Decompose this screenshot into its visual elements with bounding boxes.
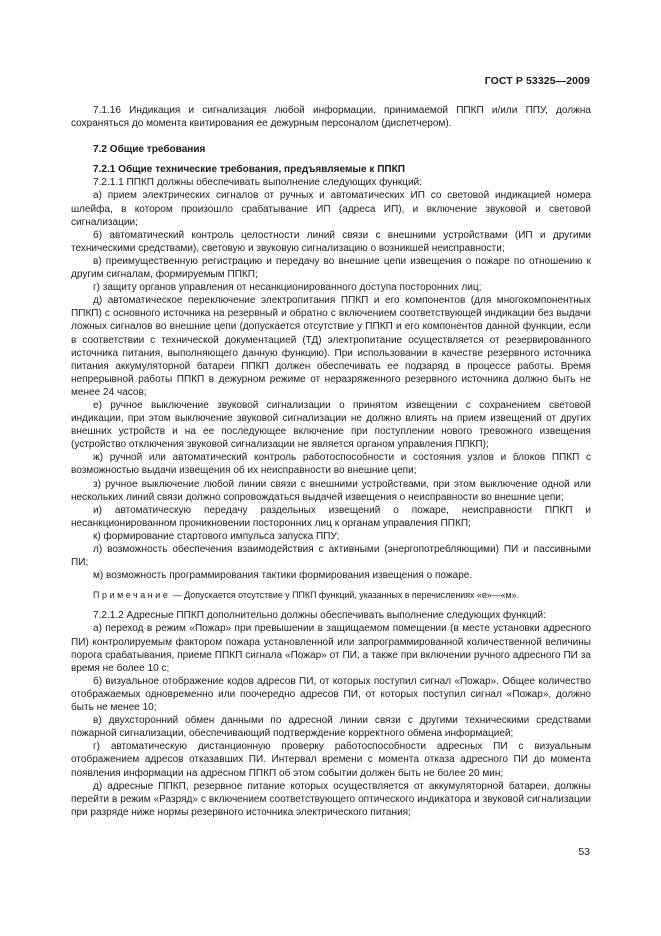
note-text: — Допускается отсутствие у ППКП функций, указанных в перечислениях «е»—«м». xyxy=(170,590,520,601)
subsection-heading-7-2-1: 7.2.1 Общие технические требования, предъявляемые к ППКП xyxy=(93,164,406,176)
list-item-z: з) ручное выключение любой линии связи с внешними устройствами, при этом выключение одной или нескольких линий связи должно сопровождаться выдачей извещения о неисправности во внешние цепи; xyxy=(71,478,591,503)
list-item-b: б) автоматический контроль целостности линий связи с внешними устройствами (ИП и другими техническими средствами), световую и звуковую сигнализацию о возникшей неисправности; xyxy=(71,229,591,254)
note xyxy=(71,589,591,602)
clause-7-2-1-1: 7.2.1.1 ППКП должны обеспечивать выполнение следующих функций: xyxy=(93,177,422,189)
list-item-l: л) возможность обеспечения взаимодействия с активными (энергопотребляющими) ПИ и пассивными ПИ; xyxy=(71,544,591,569)
list-item-k: к) формирование стартового импульса запуска ППУ; xyxy=(93,530,340,542)
section-heading-7-2: 7.2 Общие требования xyxy=(93,144,206,156)
address-item-b: б) визуальное отображение кодов адресов ПИ, от которых поступил сигнал «Пожар». Общее количество отображаемых одновременно или поочередно адресов ПИ, от которых поступил сигнал «Пожар», должно быть не менее 10; xyxy=(71,675,591,714)
page-number: 53 xyxy=(578,846,590,858)
list-item-g: г) защиту органов управления от несанкционированного доступа посторонних лиц; xyxy=(93,282,482,294)
list-item-m: м) возможность программирования тактики формирования извещения о пожаре. xyxy=(93,570,473,582)
list-item-zh: ж) ручной или автоматический контроль работоспособности и состояния узлов и блоков ППКП с возможностью выдачи извещения об их неисправности во внешние цепи; xyxy=(71,452,591,477)
list-item-i: и) автоматическую передачу раздельных извещений о пожаре, неисправности ППКП и несанкционированном проникновении посторонних лиц к органам управления ППКП; xyxy=(71,504,591,529)
page-content xyxy=(71,104,591,819)
clause-7-1-16: 7.1.16 Индикация и сигнализация любой информации, принимаемой ППКП и/или ППУ, должна сохраняться до момента квитирования ее дежурным персоналом (диспетчером). xyxy=(71,105,591,130)
list-item-e: е) ручное выключение звуковой сигнализации о принятом извещении с сохранением световой индикации, при этом выключение звуковой сигнализации не должно влиять на прием извещений от других внешних устройств и на ее последующее включение при поступлении нового тревожного извещения (устройство отключения звуковой сигнализации не является органом управления ППКП); xyxy=(71,399,591,451)
list-item-a: а) прием электрических сигналов от ручных и автоматических ИП со световой индикацией номера шлейфа, в котором произошло срабатывание ИП (адреса ИП), и включение звуковой и световой сигнализации; xyxy=(71,190,591,228)
address-item-g: г) автоматическую дистанционную проверку работоспособности адресных ПИ с визуальным отображением адресов отказавших ПИ. Интервал времени с момента отказа адресного ПИ до момента появления информации на адресном ППКП об этом событии должен быть не более 20 мин; xyxy=(71,741,591,779)
clause-7-2-1-2: 7.2.1.2 Адресные ППКП дополнительно должны обеспечивать выполнение следующих функций: xyxy=(93,610,546,622)
list-item-v: в) преимущественную регистрацию и передачу во внешние цепи извещения о пожаре по отношению к другим сигналам, формируемым ППКП; xyxy=(71,255,591,281)
address-item-d: д) адресные ППКП, резервное питание которых осуществляется от аккумуляторной батареи, должны перейти в режим «Разряд» с включением соответствующего оптического индикатора и звуковой сигнализации при разряде ниже нормы резервного источника электрического питания; xyxy=(71,780,591,818)
address-item-v: в) двухсторонний обмен данными по адресной линии связи с другими техническими средствами пожарной сигнализации, обеспечивающий подтверждение корректного обмена информацией; xyxy=(71,715,591,740)
standard-header: ГОСТ Р 53325—2009 xyxy=(484,75,590,87)
list-item-d: д) автоматическое переключение электропитания ППКП и его компонентов (для многокомпонентных ППКП) с основного источника на резервный и обратно с включением соответствующей индикации без выдачи ложных сигналов во внешние цепи (допускается отсутствие у ППКП и его компонентов данной функции, если в соответствии с технической документацией (ТД) электропитание осуществляется от резервированного источника питания, выполняющего данную функцию). При использовании в качестве резервного источника питания аккумуляторной батареи ППКП должен обеспечивать ее подзаряд в процессе работы. Время непрерывной работы ППКП в дежурном режиме от неразряженного резервного источника должно быть не менее 24 часов; xyxy=(71,295,591,398)
address-item-a: а) переход в режим «Пожар» при превышении в защищаемом помещении (в месте установки адресного ПИ) контролируемым фактором пожара установленной или запрограммированной количественной величины порога срабатывания, приеме ППКП сигнала «Пожар» от ПИ, а также при включении ручного адресного ПИ за время не более 10 с; xyxy=(71,623,591,674)
note-label: Примечание xyxy=(93,590,171,601)
